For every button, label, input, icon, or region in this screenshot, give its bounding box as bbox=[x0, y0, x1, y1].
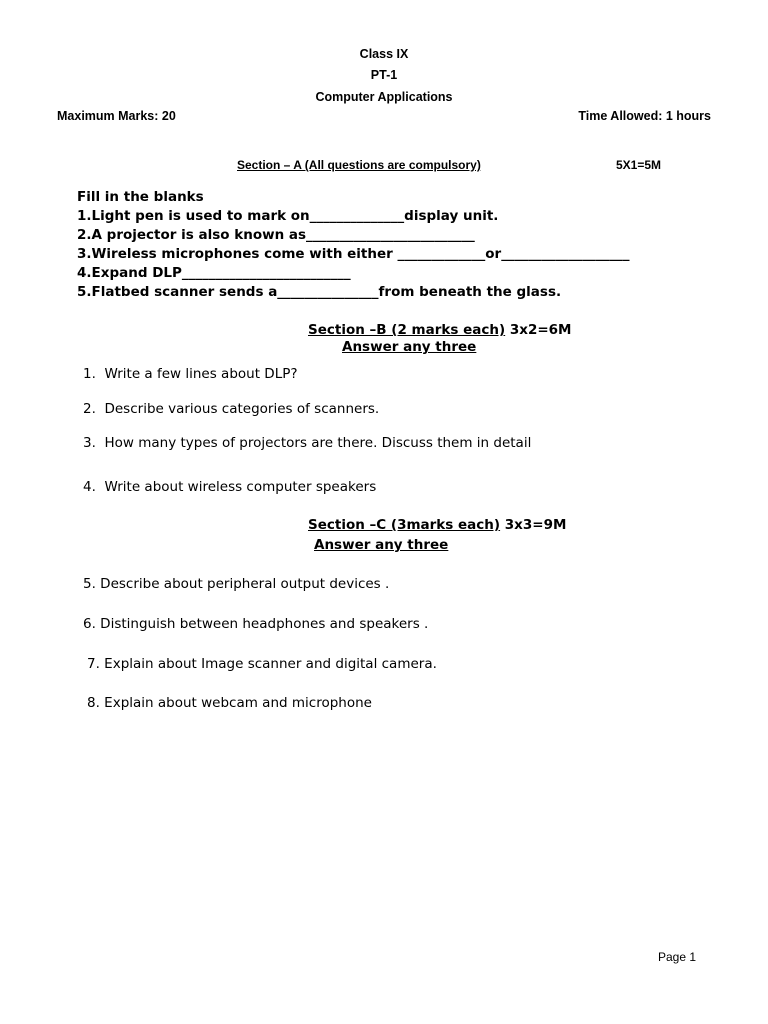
page-number: Page 1 bbox=[658, 950, 697, 964]
question-number: 1. bbox=[83, 366, 96, 382]
fill-blank-item: 2.A projector is also known as_________________________ bbox=[77, 227, 475, 243]
time-allowed: Time Allowed: 1 hours bbox=[578, 109, 711, 123]
question-item bbox=[83, 435, 531, 451]
question-number: 3. bbox=[83, 435, 96, 451]
question-item bbox=[83, 366, 298, 382]
question-text: Write a few lines about DLP? bbox=[104, 366, 298, 382]
fill-blank-item: 4.Expand DLP_________________________ bbox=[77, 265, 351, 281]
section-c-marks: 3x3=9M bbox=[500, 517, 567, 533]
question-text: Describe various categories of scanners. bbox=[104, 401, 380, 417]
section-a-marks: 5X1=5M bbox=[616, 158, 662, 172]
section-b-header bbox=[308, 322, 572, 338]
fill-blank-item: 1.Light pen is used to mark on______________display unit. bbox=[77, 208, 499, 224]
question-item bbox=[83, 479, 376, 495]
question-item: 8. Explain about webcam and microphone bbox=[87, 695, 372, 711]
class-label: Class IX bbox=[359, 47, 409, 61]
question-item bbox=[83, 401, 379, 417]
section-c-title: Section –C (3marks each) bbox=[308, 517, 501, 533]
question-item: 7. Explain about Image scanner and digital camera. bbox=[87, 656, 437, 672]
question-text: How many types of projectors are there. Discuss them in detail bbox=[104, 435, 532, 451]
section-c-header bbox=[308, 517, 566, 533]
subject-label: Computer Applications bbox=[315, 90, 453, 104]
question-number: 2. bbox=[83, 401, 96, 417]
question-item: 6. Distinguish between headphones and speakers . bbox=[83, 616, 429, 632]
section-b-marks: 3x2=6M bbox=[505, 322, 572, 338]
fill-blank-item: 3.Wireless microphones come with either _____________or___________________ bbox=[77, 246, 630, 262]
section-b-instruction: Answer any three bbox=[342, 339, 477, 355]
question-item: 5. Describe about peripheral output devices . bbox=[83, 576, 390, 592]
section-a-heading: Fill in the blanks bbox=[77, 189, 204, 205]
section-a-title: Section – A (All questions are compulsory) bbox=[237, 158, 481, 172]
fill-blank-item: 5.Flatbed scanner sends a_______________from beneath the glass. bbox=[77, 284, 562, 300]
question-number: 4. bbox=[83, 479, 96, 495]
test-label: PT-1 bbox=[370, 68, 398, 82]
section-b-title: Section –B (2 marks each) bbox=[308, 322, 506, 338]
question-text: Write about wireless computer speakers bbox=[104, 479, 377, 495]
max-marks: Maximum Marks: 20 bbox=[57, 109, 176, 123]
section-c-instruction: Answer any three bbox=[314, 537, 449, 553]
